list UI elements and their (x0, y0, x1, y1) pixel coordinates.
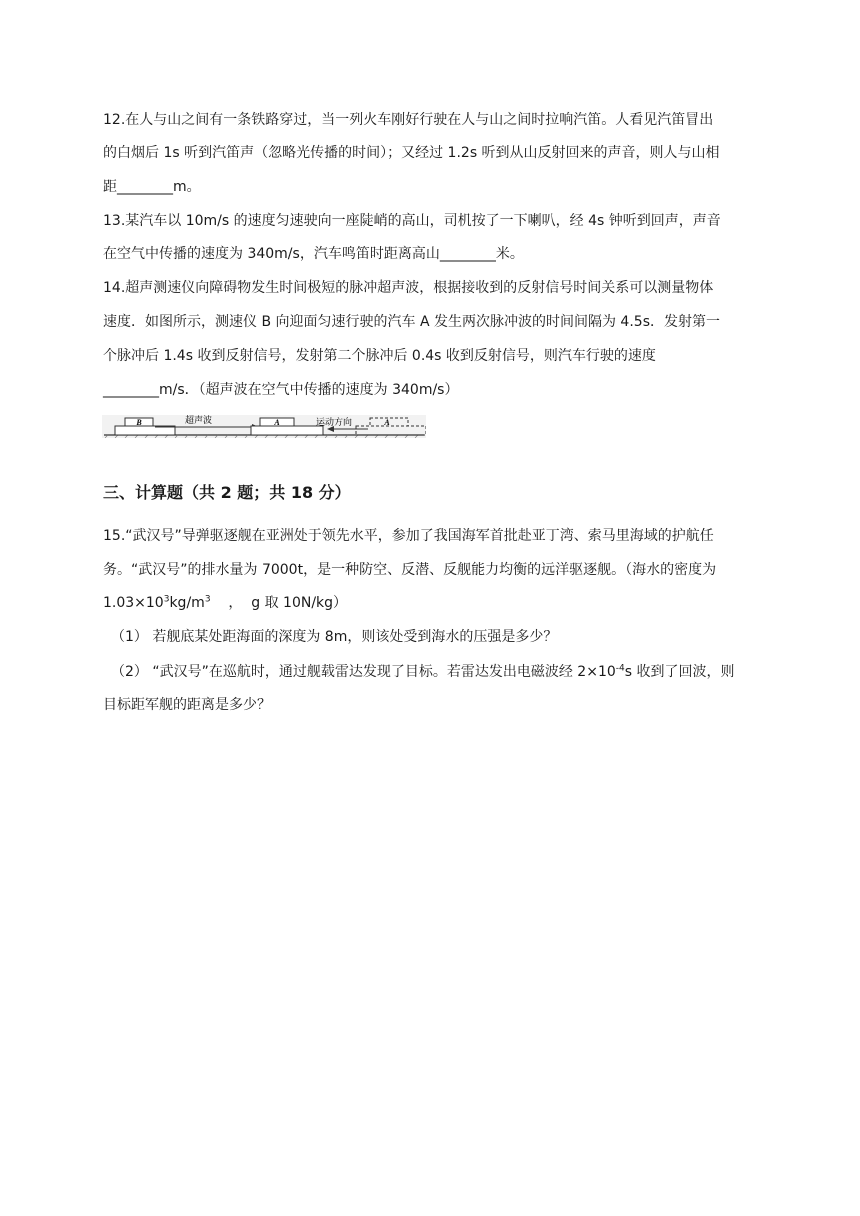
car-A-later-label: A (384, 418, 390, 427)
q14-line-4: ________m/s．（超声波在空气中传播的速度为 340m/s） (103, 382, 459, 398)
q15-line-2: 务。“武汉号”的排水量为 7000t，是一种防空、反潜、反舰能力均衡的远洋驱逐舰。（海水的密度为 (103, 562, 717, 578)
q12-line-2: 的白烟后 1s 听到汽笛声（忽略光传播的时间）；又经过 1.2s 听到从山反射回来的声音，则人与山相 (103, 145, 720, 161)
ultrasonic-speed-diagram (102, 415, 426, 438)
meter-B-label: B (136, 418, 142, 427)
car-A-label: A (274, 418, 280, 427)
q14-line-1: 14.超声测速仪向障碍物发生时间极短的脉冲超声波，根据接收到的反射信号时间关系可以测量物体 (103, 280, 714, 296)
q15-sub2-exponent: -4 (615, 663, 625, 674)
section-title: 三、计算题（共 2 题；共 18 分） (103, 483, 351, 502)
gravity-constant: ， g 取 10N/kg） (210, 595, 348, 611)
q15-line-1: 15.“武汉号”导弹驱逐舰在亚洲处于领先水平，参加了我国海军首批赴亚丁湾、索马里海域的护航任 (103, 528, 714, 544)
q15-subquestion-2 (111, 662, 735, 682)
q12-line-1: 12.在人与山之间有一条铁路穿过，当一列火车刚好行驶在人与山之间时拉响汽笛。人看见汽笛冒出 (103, 112, 714, 128)
q14-line-3: 个脉冲后 1.4s 收到反射信号，发射第二个脉冲后 0.4s 收到反射信号，则汽车行驶的速度 (103, 348, 656, 364)
q15-sub2-text: （2） “武汉号”在巡航时，通过舰载雷达发现了目标。若雷达发出电磁波经 2×10 (111, 664, 616, 680)
q13-line-1: 13.某汽车以 10m/s 的速度匀速驶向一座陡峭的高山，司机按了一下喇叭，经 4s 钟听到回声，声音 (103, 213, 721, 229)
q15-subquestion-2-line-2: 目标距军舰的距离是多少？ (103, 697, 271, 713)
density-exponent: 3 (163, 594, 170, 605)
density-unit-exponent: 3 (204, 594, 211, 605)
q15-subquestion-1: （1） 若舰底某处距海面的深度为 8m，则该处受到海水的压强是多少？ (111, 629, 558, 645)
density-unit: kg/m (169, 595, 205, 611)
q15-line-3 (103, 593, 347, 613)
ultrasonic-wave-label: 超声波 (185, 416, 213, 426)
q15-sub2-text-end: s 收到了回波，则 (624, 664, 735, 680)
motion-direction-label: 运动方向 (316, 418, 353, 428)
q14-line-2: 速度．如图所示，测速仪 B 向迎面匀速行驶的汽车 A 发生两次脉冲波的时间间隔为 4.5s．发射第一 (103, 314, 720, 330)
q12-line-3: 距________m。 (103, 179, 201, 195)
q13-line-2: 在空气中传播的速度为 340m/s，汽车鸣笛时距离高山________米。 (103, 246, 524, 262)
density-value: 1.03×10 (103, 595, 164, 611)
